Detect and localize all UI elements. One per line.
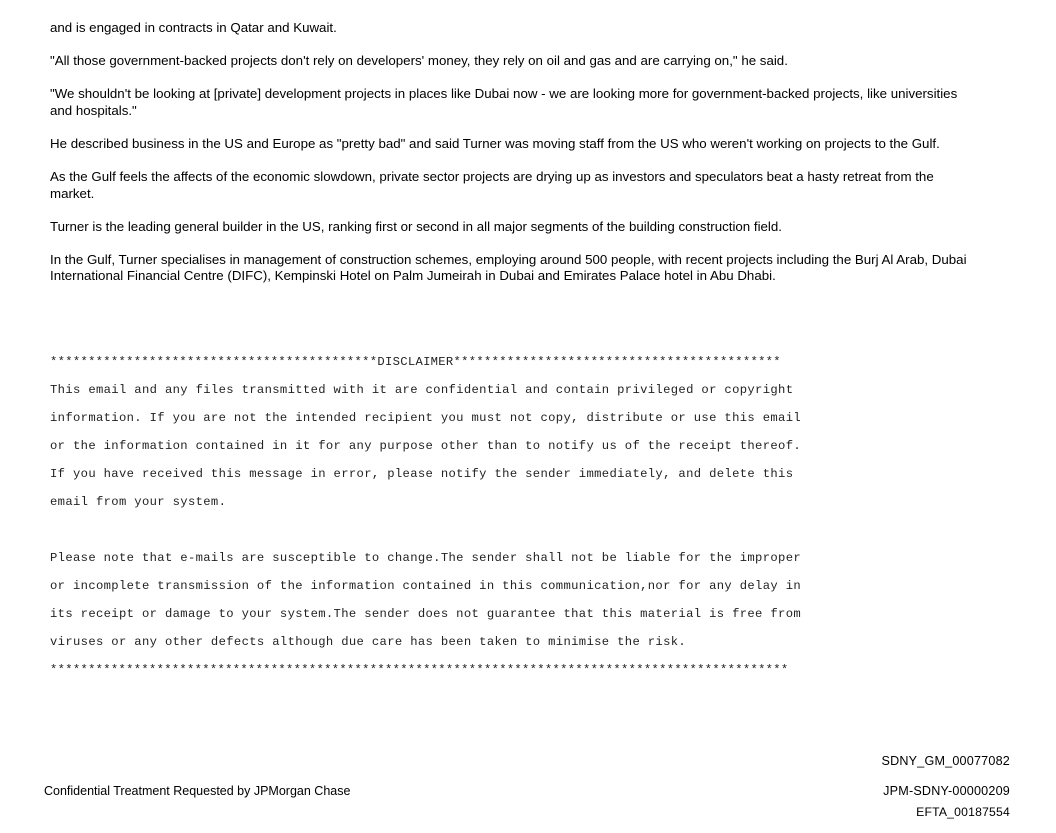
disclaimer-line: information. If you are not the intended recipient you must not copy, distribute or use this email <box>50 411 802 425</box>
article-body <box>50 20 980 301</box>
bates-stamp-tertiary: EFTA_00187554 <box>916 805 1010 819</box>
paragraph: "We shouldn't be looking at [private] development projects in places like Dubai now - we are looking more for government-backed projects, like universities and hospitals." <box>50 86 958 118</box>
paragraph: In the Gulf, Turner specialises in management of construction schemes, employing around 500 people, with recent projects including the Burj Al Arab, Dubai International Financial Centre (DIFC), Kempinski Hotel on Palm Jumeirah in Dubai and Emirates Palace hotel in Abu Dhabi. <box>50 251 967 284</box>
disclaimer-line: This email and any files transmitted with it are confidential and contain privileged or copyright <box>50 383 794 397</box>
disclaimer-line: Please note that e-mails are susceptible to change.The sender shall not be liable for the improper <box>50 551 802 565</box>
disclaimer-line: or the information contained in it for any purpose other than to notify us of the receipt thereof. <box>50 439 802 453</box>
disclaimer-line: email from your system. <box>50 495 227 509</box>
paragraph: "All those government-backed projects don't rely on developers' money, they rely on oil and gas and are carrying on," he said. <box>50 53 788 69</box>
disclaimer-footer-rule: ************************************************************************************************* <box>50 663 789 677</box>
paragraph: and is engaged in contracts in Qatar and Kuwait. <box>50 20 337 35</box>
paragraph: Turner is the leading general builder in the US, ranking first or second in all major segments of the building construction field. <box>50 218 782 234</box>
disclaimer-line: its receipt or damage to your system.The sender does not guarantee that this material is free from <box>50 607 802 621</box>
disclaimer-line: or incomplete transmission of the information contained in this communication,nor for any delay in <box>50 579 802 593</box>
disclaimer-block <box>50 348 840 684</box>
disclaimer-line: If you have received this message in error, please notify the sender immediately, and delete this <box>50 467 794 481</box>
paragraph: He described business in the US and Europe as "pretty bad" and said Turner was moving staff from the US who weren't working on projects to the Gulf. <box>50 135 940 151</box>
bates-stamp-primary: SDNY_GM_00077082 <box>881 754 1010 768</box>
confidential-treatment-notice: Confidential Treatment Requested by JPMorgan Chase <box>44 784 351 798</box>
paragraph: As the Gulf feels the affects of the economic slowdown, private sector projects are drying up as investors and speculators beat a hasty retreat from the market. <box>50 168 934 201</box>
disclaimer-line: viruses or any other defects although due care has been taken to minimise the risk. <box>50 635 687 649</box>
disclaimer-header-rule: *******************************************DISCLAIMER******************************************* <box>50 355 781 369</box>
bates-stamp-secondary: JPM-SDNY-00000209 <box>883 784 1010 798</box>
disclaimer-spacer <box>50 516 840 544</box>
